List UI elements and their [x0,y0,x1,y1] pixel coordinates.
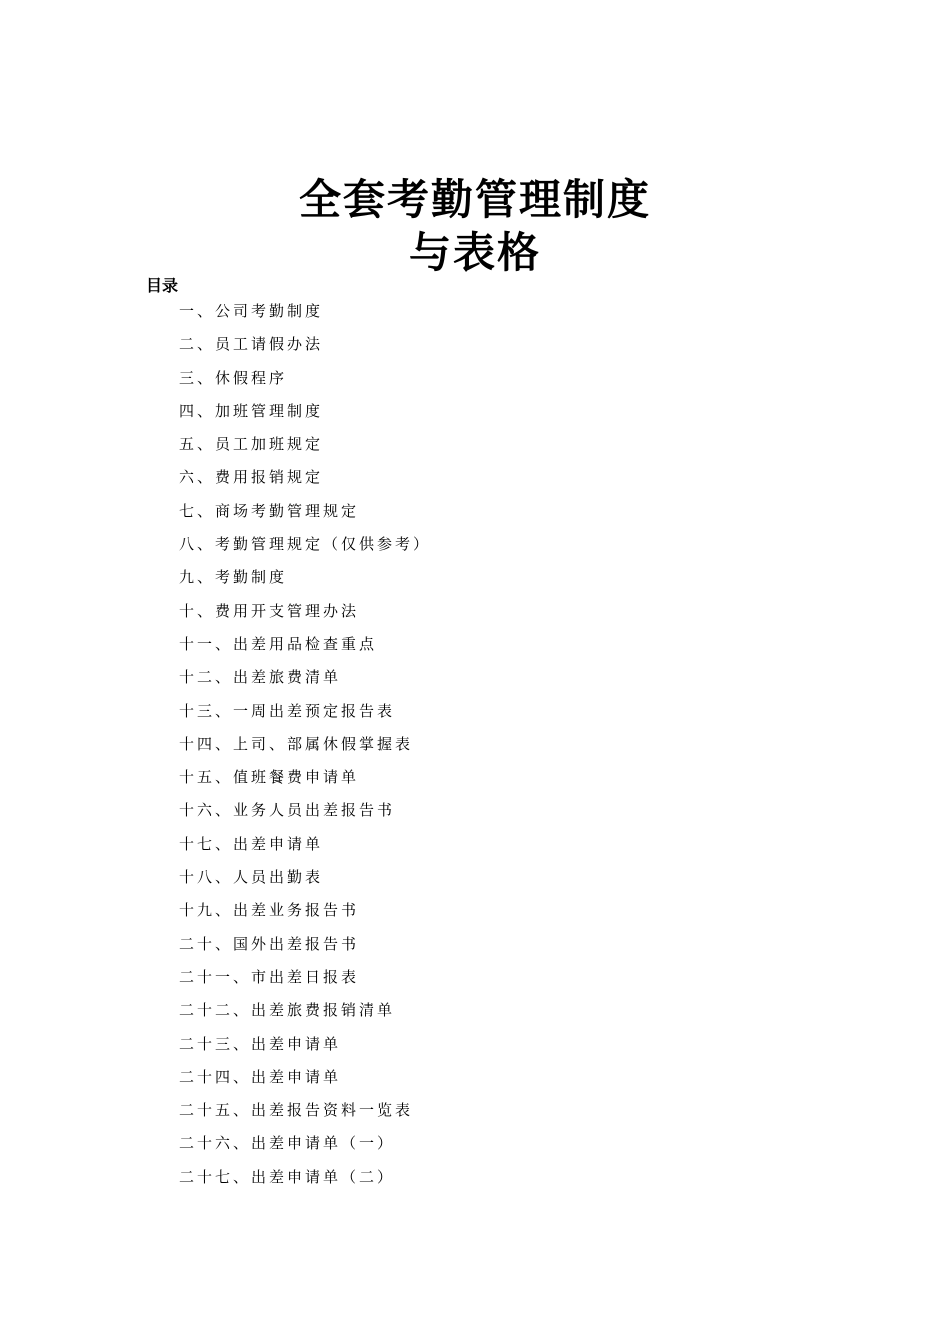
toc-item: 三、休假程序 [179,368,288,387]
toc-item: 八、考勤管理规定（仅供参考） [179,535,432,554]
toc-item: 十二、出差旅费清单 [179,668,342,687]
toc-item: 四、加班管理制度 [179,401,324,420]
toc-item: 七、商场考勤管理规定 [179,501,360,520]
toc-item: 二十二、出差旅费报销清单 [179,1001,396,1020]
toc-item: 二、员工请假办法 [179,335,324,354]
toc-item: 十一、出差用品检查重点 [179,634,378,653]
toc-item: 二十一、市出差日报表 [179,967,360,986]
toc-item: 六、费用报销规定 [179,468,324,487]
toc-item: 二十、国外出差报告书 [179,934,360,953]
document-title-line-2: 与表格 [408,228,541,277]
toc-heading: 目录 [146,276,179,295]
toc-item: 一、公司考勤制度 [179,302,324,320]
document-title-line-1: 全套考勤管理制度 [298,175,651,224]
toc-item: 二十三、出差申请单 [179,1034,342,1053]
toc-item: 十三、一周出差预定报告表 [179,701,396,720]
toc-item: 二十六、出差申请单（一） [179,1134,396,1153]
toc-item: 十五、值班餐费申请单 [179,768,360,787]
toc-item: 十六、业务人员出差报告书 [179,801,396,820]
toc-item: 十七、出差申请单 [179,834,324,853]
toc-item: 五、员工加班规定 [179,435,324,454]
toc-item: 十九、出差业务报告书 [179,901,360,920]
toc-item: 十四、上司、部属休假掌握表 [179,734,414,753]
toc-item: 二十五、出差报告资料一览表 [179,1101,414,1120]
toc-item: 二十四、出差申请单 [179,1067,342,1086]
toc-item: 九、考勤制度 [179,568,288,587]
toc-item: 十八、人员出勤表 [179,868,324,887]
table-of-contents [179,297,431,1196]
toc-item: 二十七、出差申请单（二） [179,1167,396,1186]
toc-item: 十、费用开支管理办法 [179,601,360,620]
